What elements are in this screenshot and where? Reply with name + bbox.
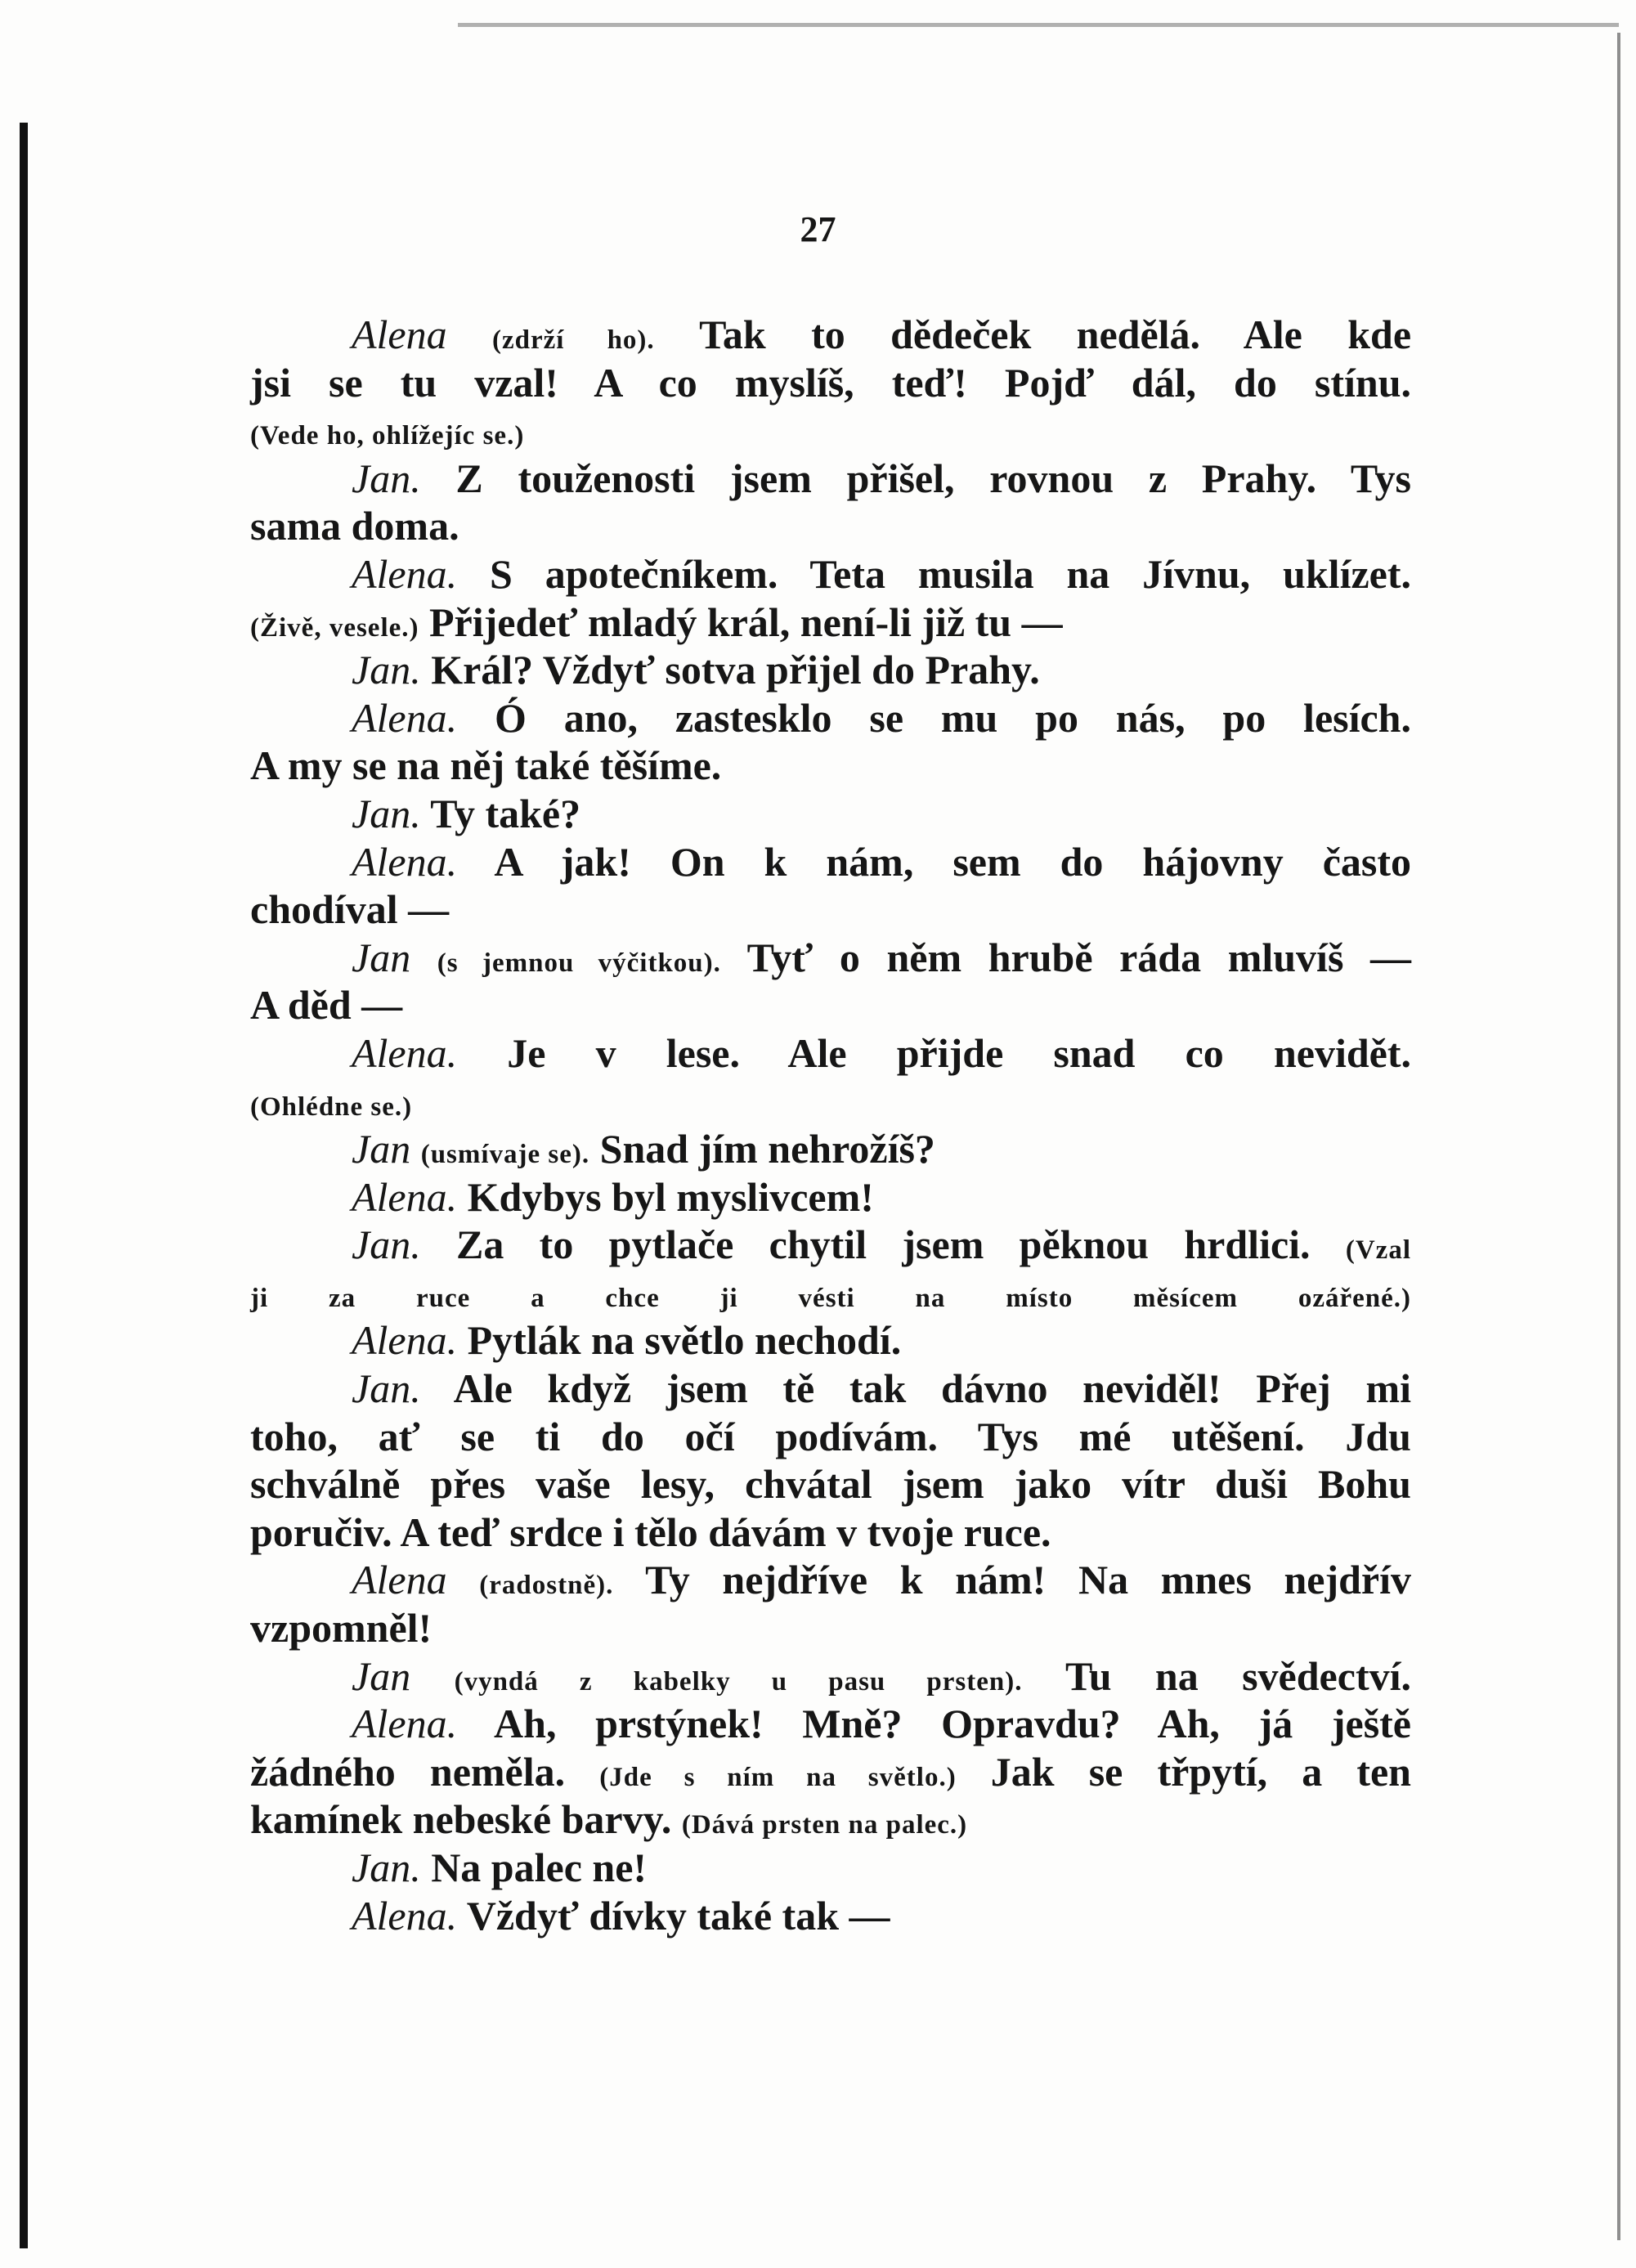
dialogue-text: Tu na svědectví. bbox=[1022, 1652, 1411, 1699]
text-line bbox=[250, 1173, 1411, 1221]
dialogue-text bbox=[410, 935, 437, 980]
stage-direction: (Živě, vesele.) bbox=[250, 612, 419, 643]
text-line bbox=[250, 790, 1411, 838]
speaker-name: Jan bbox=[352, 1126, 411, 1172]
dialogue-text: S apotečníkem. Teta musila na Jívnu, uklízet. bbox=[457, 550, 1411, 597]
dialogue-text: A jak! On k nám, sem do hájovny často bbox=[457, 838, 1411, 885]
stage-direction: (Vede ho, ohlížejíc se.) bbox=[250, 421, 525, 451]
speaker-name: Alena. bbox=[352, 550, 458, 597]
dialogue-text: Ale když jsem tě tak dávno neviděl! Přej mi bbox=[420, 1365, 1411, 1412]
text-line bbox=[250, 885, 1411, 934]
text-line bbox=[250, 311, 1411, 359]
dialogue-text bbox=[447, 1557, 480, 1602]
dialogue-text: Z touženosti jsem přišel, rovnou z Prahy. Tys bbox=[420, 455, 1411, 501]
text-line bbox=[250, 981, 1411, 1029]
text-line bbox=[250, 502, 1411, 550]
dialogue-text: Ah, prstýnek! Mně? Opravdu? Ah, já ještě bbox=[457, 1701, 1411, 1747]
dialogue-text: Pytlák na světlo nechodí. bbox=[457, 1317, 902, 1364]
dialogue-text: žádného neměla. bbox=[250, 1748, 600, 1795]
text-line bbox=[250, 455, 1411, 503]
speaker-name: Alena. bbox=[352, 1173, 458, 1220]
dialogue-text: toho, ať se ti do očí podívám. Tys mé utěšení. Jdu bbox=[250, 1413, 1411, 1459]
speaker-name: Jan. bbox=[352, 1221, 421, 1268]
dialogue-text: Ty nejdříve k nám! Na mnes nejdřív bbox=[613, 1557, 1412, 1603]
play-text bbox=[250, 311, 1411, 1939]
speaker-name: Jan. bbox=[352, 647, 421, 693]
speaker-name: Alena bbox=[352, 1557, 447, 1603]
dialogue-text: A my se na něj také těšíme. bbox=[250, 742, 722, 789]
dialogue-text: vzpomněl! bbox=[250, 1605, 433, 1652]
stage-direction: ji za ruce a chce ji vésti na místo měsícem ozářené.) bbox=[250, 1283, 1411, 1313]
stage-direction: (Jde s ním na světlo.) bbox=[599, 1762, 957, 1792]
text-line bbox=[250, 1460, 1411, 1508]
speaker-name: Jan. bbox=[352, 790, 421, 836]
stage-direction: (s jemnou výčitkou). bbox=[437, 948, 721, 978]
text-line bbox=[250, 1269, 1411, 1317]
dialogue-text: sama doma. bbox=[250, 503, 459, 549]
dialogue-text bbox=[447, 312, 492, 357]
dialogue-text: Za to pytlače chytil jsem pěknou hrdlici. bbox=[420, 1221, 1346, 1268]
dialogue-text: kamínek nebeské barvy. bbox=[250, 1796, 682, 1843]
text-line bbox=[250, 550, 1411, 598]
stage-direction: (vyndá z kabelky u pasu prsten). bbox=[454, 1666, 1023, 1697]
speaker-name: Alena. bbox=[352, 1701, 458, 1747]
speaker-name: Alena. bbox=[352, 838, 458, 885]
speaker-name: Jan. bbox=[352, 1365, 421, 1412]
text-line bbox=[250, 1795, 1411, 1844]
dialogue-text: Přijedeť mladý král, není-li již tu — bbox=[419, 598, 1063, 645]
text-line bbox=[250, 1125, 1411, 1173]
dialogue-text: jsi se tu vzal! A co myslíš, teď! Pojď dál, do stínu. bbox=[250, 359, 1411, 406]
speaker-name: Alena. bbox=[352, 1317, 458, 1364]
speaker-name: Alena. bbox=[352, 1892, 458, 1939]
dialogue-text: Snad jím nehrožíš? bbox=[589, 1126, 935, 1172]
page-edge-left bbox=[20, 123, 28, 2248]
dialogue-text: Na palec ne! bbox=[420, 1844, 648, 1890]
text-line bbox=[250, 1316, 1411, 1365]
text-line bbox=[250, 694, 1411, 742]
dialogue-text: Kdybys byl myslivcem! bbox=[457, 1173, 874, 1220]
dialogue-text: Je v lese. Ale přijde snad co nevidět. bbox=[457, 1029, 1411, 1076]
dialogue-text: poručiv. A teď srdce i tělo dávám v tvoje ruce. bbox=[250, 1508, 1051, 1555]
text-line bbox=[250, 1748, 1411, 1796]
speaker-name: Alena. bbox=[352, 694, 458, 741]
text-line bbox=[250, 1508, 1411, 1557]
text-line bbox=[250, 742, 1411, 790]
dialogue-text: chodíval — bbox=[250, 886, 450, 933]
speaker-name: Jan bbox=[352, 1652, 411, 1699]
dialogue-text: Král? Vždyť sotva přijel do Prahy. bbox=[420, 647, 1040, 693]
page-edge-right bbox=[1617, 33, 1620, 2240]
stage-direction: (usmívaje se). bbox=[420, 1140, 590, 1170]
dialogue-text: Tyť o něm hrubě ráda mluvíš — bbox=[720, 934, 1411, 980]
text-line bbox=[250, 598, 1411, 647]
stage-direction: (zdrží ho). bbox=[492, 325, 655, 355]
text-line bbox=[250, 838, 1411, 886]
speaker-name: Jan. bbox=[352, 1844, 421, 1890]
text-line bbox=[250, 1844, 1411, 1892]
dialogue-text: A děd — bbox=[250, 982, 403, 1029]
dialogue-text: Vždyť dívky také tak — bbox=[457, 1892, 890, 1939]
text-line bbox=[250, 934, 1411, 982]
text-line bbox=[250, 1029, 1411, 1078]
dialogue-text bbox=[410, 1653, 454, 1699]
text-line bbox=[250, 1700, 1411, 1748]
text-line bbox=[250, 1413, 1411, 1461]
speaker-name: Alena. bbox=[352, 1029, 458, 1076]
dialogue-text: Jak se třpytí, a ten bbox=[956, 1748, 1411, 1795]
stage-direction: (Dává prsten na palec.) bbox=[681, 1810, 968, 1840]
dialogue-text bbox=[410, 1126, 421, 1172]
text-line bbox=[250, 1604, 1411, 1652]
page-edge-top bbox=[458, 23, 1619, 27]
text-line bbox=[250, 1892, 1411, 1940]
dialogue-text: Tak to dědeček nedělá. Ale kde bbox=[654, 312, 1412, 357]
stage-direction: (Vzal bbox=[1345, 1235, 1411, 1266]
speaker-name: Alena bbox=[352, 312, 447, 357]
dialogue-text: Ó ano, zastesklo se mu po nás, po lesích. bbox=[457, 694, 1411, 741]
page-number: 27 bbox=[800, 209, 836, 249]
dialogue-text: schválně přes vaše lesy, chvátal jsem jako vítr duši Bohu bbox=[250, 1461, 1411, 1508]
stage-direction: (Ohlédne se.) bbox=[250, 1091, 413, 1122]
speaker-name: Jan. bbox=[352, 455, 421, 501]
dialogue-text: Ty také? bbox=[420, 790, 581, 836]
text-line bbox=[250, 1556, 1411, 1604]
stage-direction: (radostně). bbox=[479, 1571, 614, 1601]
text-line bbox=[250, 1221, 1411, 1269]
text-line bbox=[250, 1078, 1411, 1126]
text-line bbox=[250, 1365, 1411, 1413]
speaker-name: Jan bbox=[352, 934, 411, 980]
text-line bbox=[250, 1652, 1411, 1701]
text-line bbox=[250, 646, 1411, 694]
text-line bbox=[250, 359, 1411, 407]
text-line bbox=[250, 406, 1411, 455]
